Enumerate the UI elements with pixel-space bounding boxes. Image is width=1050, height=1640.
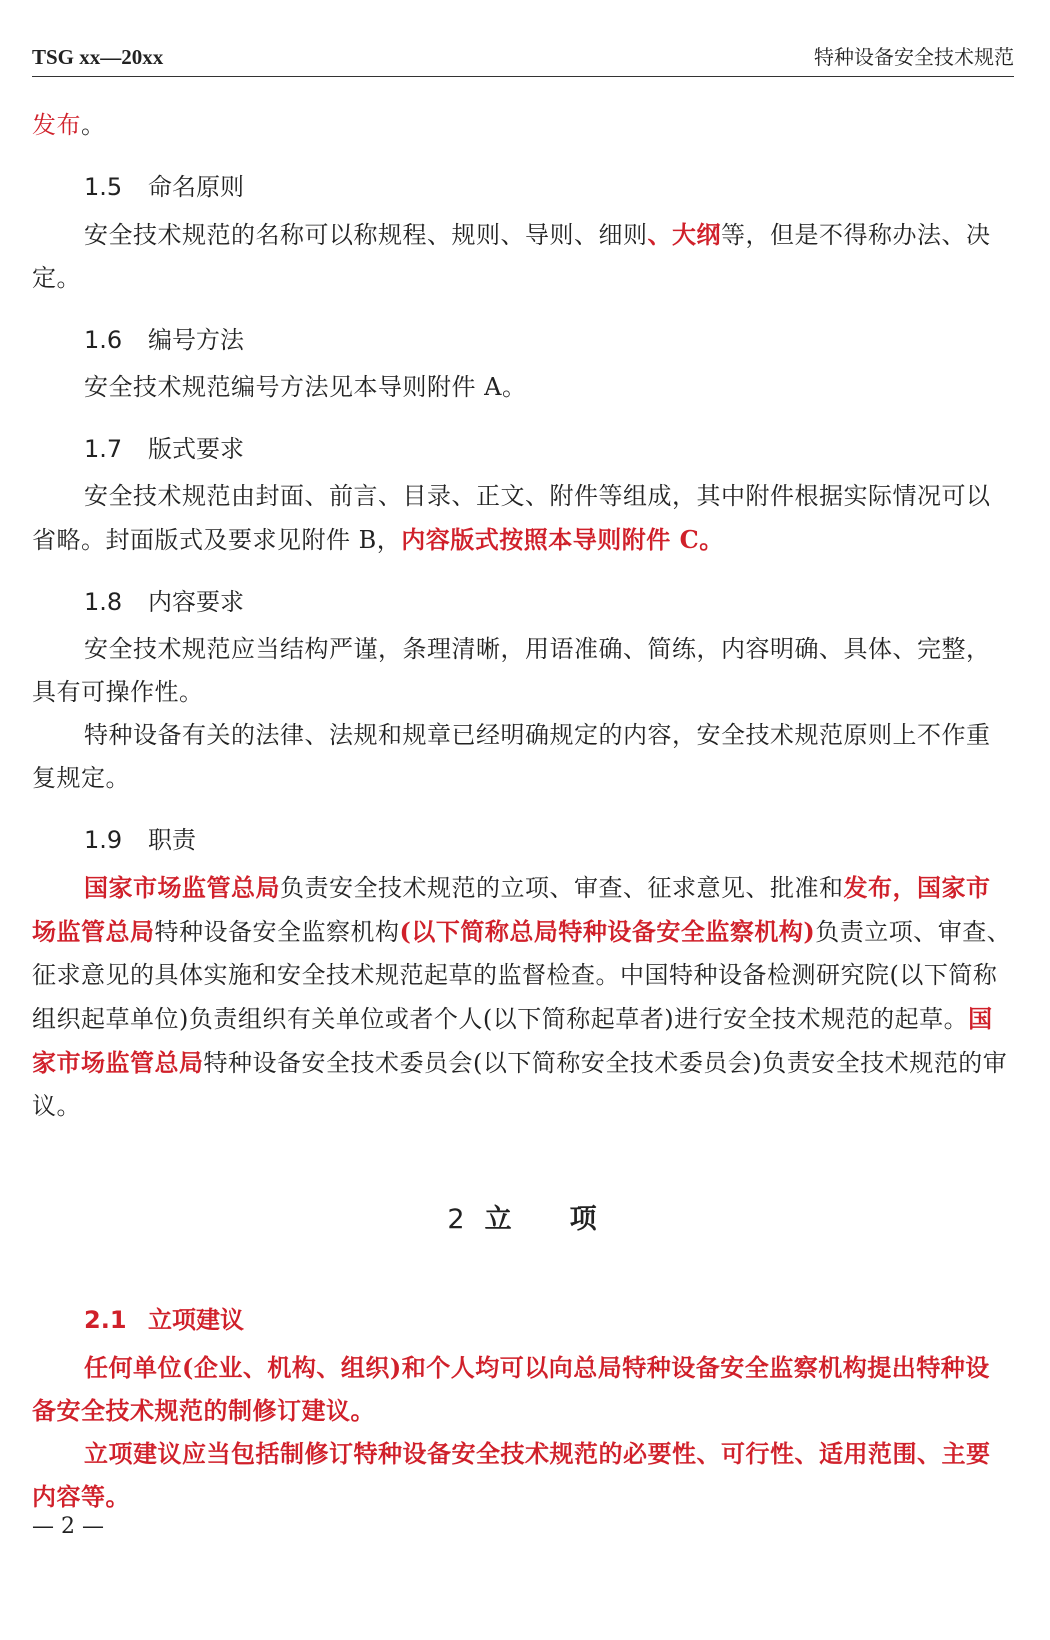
section-heading-1-9	[84, 820, 1012, 860]
section-title: 职责	[148, 826, 196, 854]
paragraph: 立项建议应当包括制修订特种设备安全技术规范的必要性、可行性、适用范围、主要内容等。	[32, 1439, 991, 1511]
red-text: 发布，国家市场监管总局	[32, 873, 991, 946]
section-title: 内容要求	[148, 588, 244, 616]
section-number: 1.7	[84, 435, 123, 463]
paragraph: 安全技术规范的名称可以称规程、规则、导则、细则、大纲等，但是不得称办法、决定。	[32, 220, 991, 292]
paragraph: 安全技术规范编号方法见本导则附件 A。	[84, 373, 527, 401]
section-heading-1-5	[84, 167, 1012, 207]
paragraph: 安全技术规范应当结构严谨，条理清晰，用语准确、简练，内容明确、具体、完整，具有可操作性。	[32, 635, 991, 706]
section-number: 1.5	[84, 173, 123, 201]
document-body	[32, 104, 1012, 1518]
section-heading-1-7	[84, 429, 1012, 469]
section-heading-1-6	[84, 320, 1012, 360]
paragraph: 安全技术规范由封面、前言、目录、正文、附件等组成，其中附件根据实际情况可以省略。封面版式及要求见附件 B，内容版式按照本导则附件 C。	[32, 482, 991, 554]
standard-code: TSG xx—20xx	[32, 45, 164, 69]
section-heading-2-1	[84, 1300, 1012, 1340]
continued-paragraph: 发布。	[32, 111, 106, 139]
section-number: 1.8	[84, 588, 123, 616]
red-text: 发布	[32, 111, 81, 139]
red-text: 国家市场监管总局	[32, 1004, 993, 1077]
red-text: 内容版式按照本导则附件 C。	[401, 525, 724, 554]
page-header	[32, 42, 1014, 77]
red-text: 、大纲	[647, 220, 721, 249]
red-text: 国家市场监管总局	[84, 873, 280, 902]
section-title: 立项建议	[148, 1305, 244, 1334]
section-number: 1.9	[84, 826, 123, 854]
section-number: 1.6	[84, 326, 123, 354]
header-title: 特种设备安全技术规范	[814, 45, 1014, 69]
section-title: 版式要求	[148, 435, 244, 463]
section-title: 编号方法	[148, 326, 244, 354]
chapter-number: 2	[447, 1204, 465, 1235]
section-heading-1-8	[84, 582, 1012, 622]
chapter-heading	[32, 1198, 1012, 1242]
section-title: 命名原则	[148, 173, 244, 201]
chapter-title-char: 立	[484, 1204, 512, 1235]
paragraph: 特种设备有关的法律、法规和规章已经明确规定的内容，安全技术规范原则上不作重复规定。	[32, 721, 991, 792]
red-text: (以下简称总局特种设备安全监察机构)	[399, 917, 816, 946]
paragraph: 任何单位(企业、机构、组织)和个人均可以向总局特种设备安全监察机构提出特种设备安全技术规范的制修订建议。	[32, 1353, 990, 1425]
chapter-title-char: 项	[569, 1204, 597, 1235]
paragraph: 国家市场监管总局负责安全技术规范的立项、审查、征求意见、批准和发布，国家市场监管总局特种设备安全监察机构(以下简称总局特种设备安全监察机构)负责立项、审查、征求意见的具体实施和安全技术规范起草的监督检查。中国特种设备检测研究院(以下简称组织起草单位)负责组织有关单位或者个人(以下简称起草者)进行安全技术规范的起草。国家市场监管总局特种设备安全技术委员会(以下简称安全技术委员会)负责安全技术规范的审议。	[32, 873, 1012, 1120]
page-number: — 2 —	[32, 1514, 104, 1539]
section-number: 2.1	[84, 1306, 127, 1334]
